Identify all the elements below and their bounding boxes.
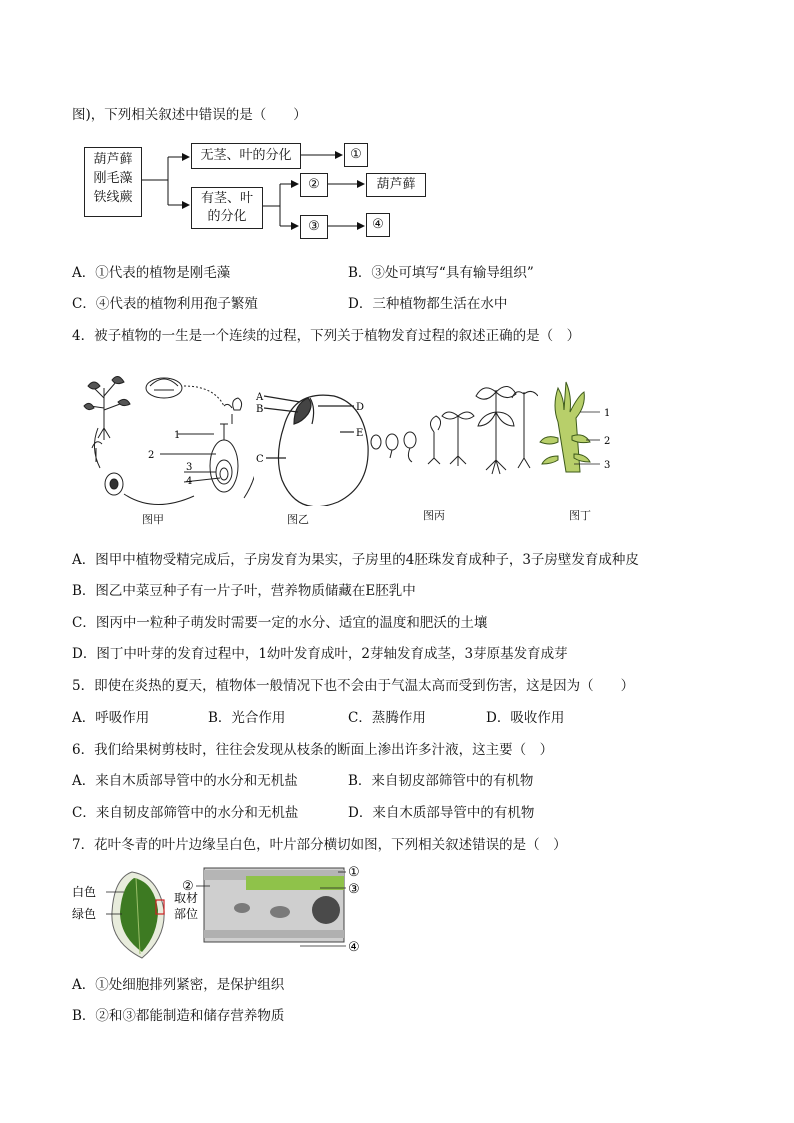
q5-option-c: C．蒸腾作用 [348, 710, 426, 726]
label-sample-2: 部位 [174, 907, 199, 921]
section-label-3: ③ [348, 882, 360, 897]
q3-stem: 图)，下列相关叙述中错误的是（ ） [72, 107, 307, 123]
yi-label-b: B [256, 404, 264, 415]
ding-label-3: 3 [604, 460, 611, 471]
jia-label-1: 1 [174, 430, 181, 441]
jia-label-4: 4 [186, 476, 193, 487]
q6-stem: 6．我们给果树剪枝时，往往会发现从枝条的断面上渗出许多汁液，这主要（ ） [72, 742, 554, 758]
q5-option-b: B．光合作用 [208, 710, 286, 726]
q5-option-a: A．呼吸作用 [72, 710, 150, 726]
stem-leaf-line-2: 的分化 [207, 209, 247, 224]
q3-option-d: D．三种植物都生活在水中 [348, 296, 508, 312]
q3-option-c: C．④代表的植物利用孢子繁殖 [72, 296, 258, 312]
figure-leaf-cross-section [70, 862, 370, 962]
stem-leaf-line-1: 有茎、叶 [200, 191, 253, 206]
q5-stem: 5．即使在炎热的夏天，植物体一般情况下也不会由于气温太高而受到伤害，这是因为（ ） [72, 678, 635, 694]
q3-option-a: A．①代表的植物是刚毛藻 [72, 265, 231, 281]
q7-option-a: A．①处细胞排列紧密，是保护组织 [72, 977, 285, 993]
caption-bing: 图丙 [423, 509, 445, 522]
section-label-1: ① [348, 865, 360, 880]
q7-stem: 7．花叶冬青的叶片边缘呈白色，叶片部分横切如图，下列相关叙述错误的是（ ） [72, 837, 567, 853]
caption-yi: 图乙 [287, 513, 309, 526]
diagram-arrows [0, 0, 794, 260]
section-label-2: ② [182, 879, 194, 894]
jia-label-3: 3 [186, 462, 193, 473]
plant-1: 葫芦藓 [93, 152, 133, 167]
figure-ding-leafbud [536, 378, 616, 478]
q4-stem: 4．被子植物的一生是一个连续的过程，下列关于植物发育过程的叙述正确的是（ ） [72, 328, 581, 344]
node-2-box: ② [300, 173, 328, 197]
plant-2: 刚毛藻 [93, 171, 133, 186]
label-sample-1: 取材 [174, 891, 199, 905]
plant-3: 铁线蕨 [93, 190, 133, 205]
jia-label-2: 2 [148, 450, 155, 461]
ding-label-2: 2 [604, 436, 611, 447]
node-1-box: ① [344, 143, 368, 167]
yi-label-a: A [256, 392, 264, 403]
caption-ding: 图丁 [569, 509, 591, 522]
label-white: 白色 [72, 885, 97, 899]
q4-option-d: D．图丁中叶芽的发育过程中，1幼叶发育成叶，2芽轴发育成茎，3芽原基发育成芽 [72, 646, 568, 662]
q4-option-c: C．图丙中一粒种子萌发时需要一定的水分、适宜的温度和肥沃的土壤 [72, 615, 488, 631]
q4-option-a: A．图甲中植物受精完成后，子房发育为果实，子房里的4胚珠发育成种子，3子房壁发育成种皮 [72, 552, 639, 568]
q7-option-b: B．②和③都能制造和储存营养物质 [72, 1008, 285, 1024]
label-green: 绿色 [72, 907, 97, 921]
q6-option-c: C．来自韧皮部筛管中的水分和无机盐 [72, 805, 299, 821]
q3-option-b: B．③处可填写“具有输导组织” [348, 265, 534, 281]
q6-option-b: B．来自韧皮部筛管中的有机物 [348, 773, 534, 789]
figure-yi-seed [254, 386, 374, 506]
yi-label-e: E [356, 428, 364, 439]
node-4-box: ④ [366, 213, 390, 237]
moss-box: 葫芦藓 [366, 173, 426, 197]
figure-bing-germination [368, 372, 538, 482]
no-stem-leaf-box: 无茎、叶的分化 [191, 143, 301, 169]
q5-option-d: D．吸收作用 [486, 710, 565, 726]
ding-label-1: 1 [604, 408, 611, 419]
q4-option-b: B．图乙中菜豆种子有一片子叶，营养物质储藏在E胚乳中 [72, 583, 416, 599]
figure-jia-lifecycle [74, 368, 254, 508]
node-3-box: ③ [300, 215, 328, 239]
q6-option-d: D．来自木质部导管中的有机物 [348, 805, 535, 821]
yi-label-c: C [256, 454, 264, 465]
q6-option-a: A．来自木质部导管中的水分和无机盐 [72, 773, 298, 789]
yi-label-d: D [356, 402, 365, 413]
section-label-4: ④ [348, 940, 360, 955]
caption-jia: 图甲 [142, 513, 164, 526]
